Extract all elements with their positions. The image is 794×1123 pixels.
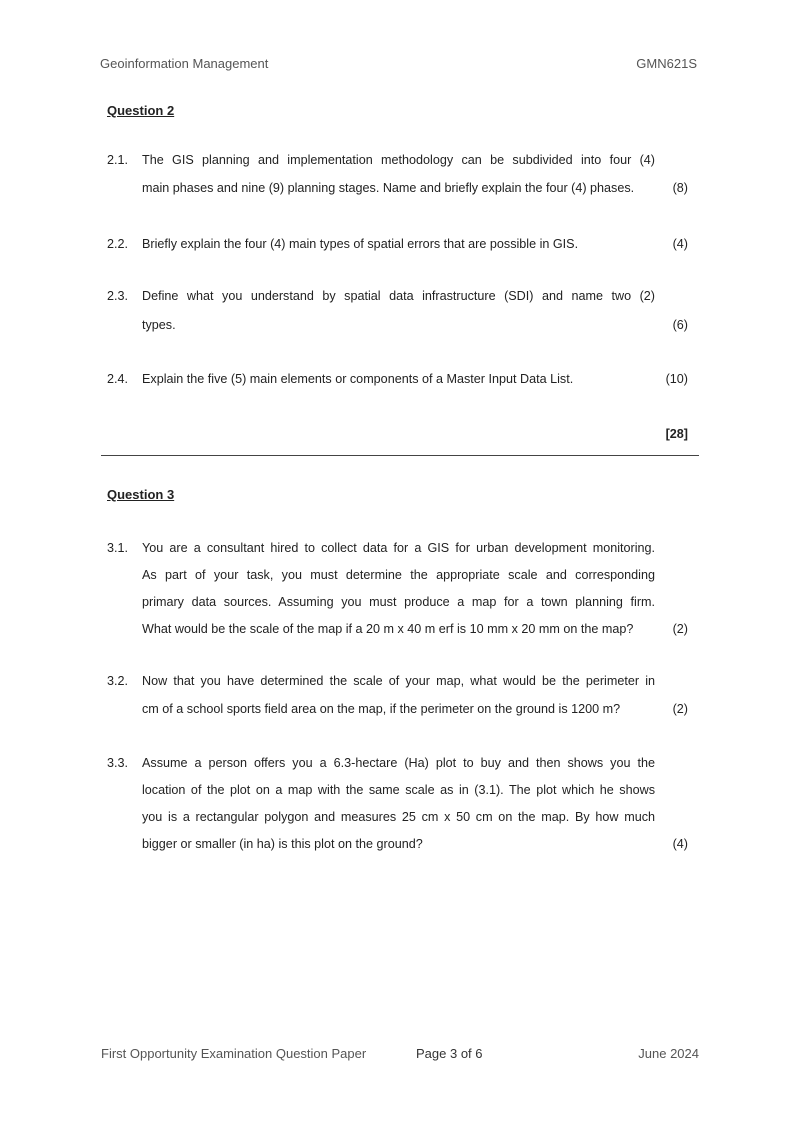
question-number: 3.2. — [107, 674, 129, 688]
question-number: 2.3. — [107, 289, 129, 303]
question-text-line: Explain the five (5) main elements or components of a Master Input Data List. — [142, 372, 574, 386]
question-marks: (4) — [672, 837, 688, 851]
question-text-line: Assume a person offers you a 6.3-hectare (Ha) plot to buy and then shows you the — [142, 756, 655, 770]
section-divider — [101, 455, 699, 456]
footer-date: June 2024 — [638, 1046, 699, 1061]
question-marks: (6) — [672, 318, 688, 332]
question-text-line: types. — [142, 318, 176, 332]
footer-page-number: Page 3 of 6 — [416, 1046, 483, 1061]
course-code: GMN621S — [636, 56, 697, 71]
question-text-line: Now that you have determined the scale of your map, what would be the perimeter in — [142, 674, 655, 688]
question-marks: (8) — [672, 181, 688, 195]
question-text-line: location of the plot on a map with the same scale as in (3.1). The plot which he shows — [142, 783, 655, 797]
question-text-line: The GIS planning and implementation methodology can be subdivided into four (4) — [142, 153, 655, 167]
question-text-line: You are a consultant hired to collect data for a GIS for urban development monitoring. — [142, 541, 655, 555]
question-marks: (4) — [672, 237, 688, 251]
question-text-line: As part of your task, you must determine the appropriate scale and corresponding — [142, 568, 655, 582]
question-text-line: you is a rectangular polygon and measures 25 cm x 50 cm on the map. By how much — [142, 810, 655, 824]
question-2-total: [28] — [665, 427, 688, 441]
question-marks: (2) — [672, 622, 688, 636]
question-number: 2.2. — [107, 237, 129, 251]
question-number: 3.3. — [107, 756, 129, 770]
question-text-line: cm of a school sports field area on the map, if the perimeter on the ground is 1200 m? — [142, 702, 621, 716]
question-2-title: Question 2 — [107, 103, 175, 118]
question-number: 2.1. — [107, 153, 129, 167]
question-number: 2.4. — [107, 372, 129, 386]
question-text-line: bigger or smaller (in ha) is this plot on the ground? — [142, 837, 423, 851]
footer-exam-label: First Opportunity Examination Question Paper — [101, 1046, 367, 1061]
question-3-title: Question 3 — [107, 487, 175, 502]
question-text-line: Briefly explain the four (4) main types of spatial errors that are possible in GIS. — [142, 237, 579, 251]
question-marks: (2) — [672, 702, 688, 716]
course-title: Geoinformation Management — [100, 56, 269, 71]
question-text-line: Define what you understand by spatial data infrastructure (SDI) and name two (2) — [142, 289, 655, 303]
question-marks: (10) — [665, 372, 688, 386]
question-text-line: main phases and nine (9) planning stages. Name and briefly explain the four (4) phases. — [142, 181, 635, 195]
question-number: 3.1. — [107, 541, 129, 555]
question-text-line: What would be the scale of the map if a 20 m x 40 m erf is 10 mm x 20 mm on the map? — [142, 622, 634, 636]
question-text-line: primary data sources. Assuming you must produce a map for a town planning firm. — [142, 595, 655, 609]
